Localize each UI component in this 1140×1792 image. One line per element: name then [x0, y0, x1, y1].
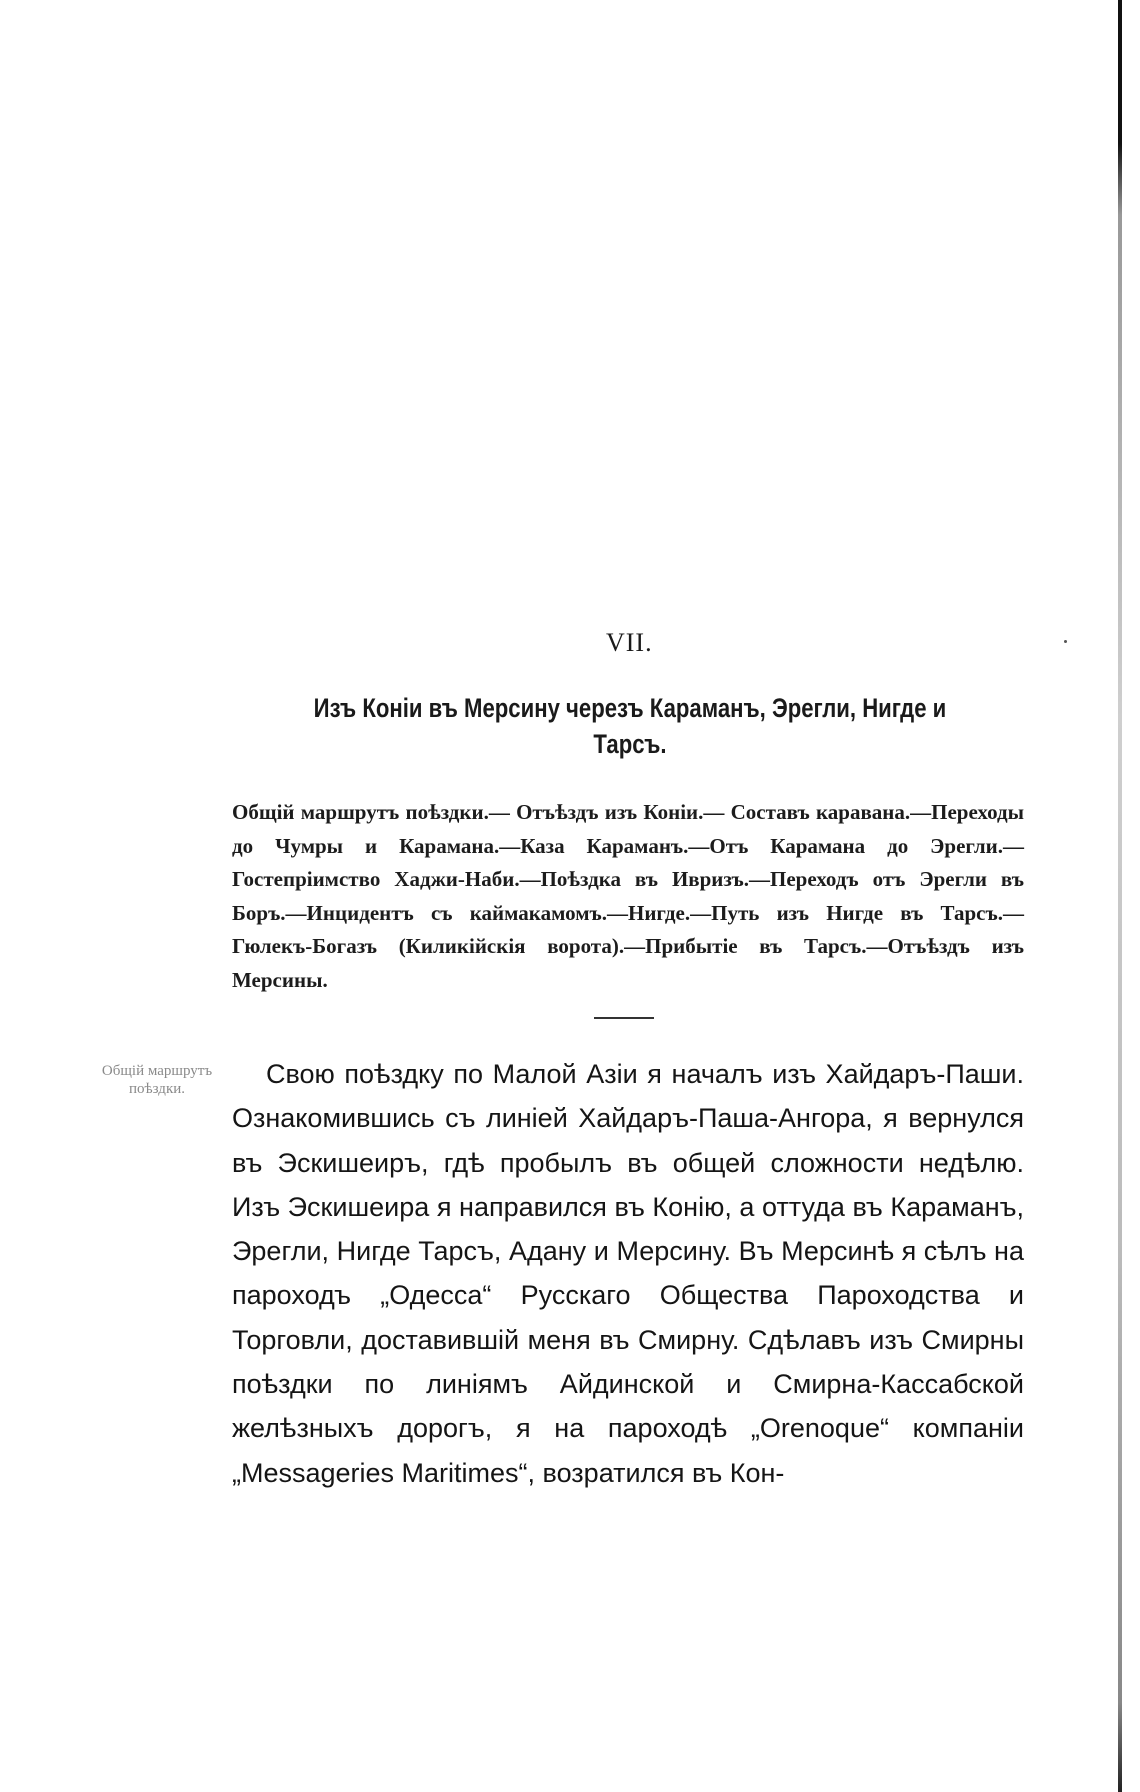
- margin-note: Общій маршрутъ поѣздки.: [101, 1063, 213, 1097]
- ink-speck: [1064, 640, 1067, 643]
- chapter-summary: Общій маршрутъ поѣздки.— Отъѣздъ изъ Коніи.— Составъ каравана.—Переходы до Чумры и Карамана.—Каза Караманъ.—Отъ Карамана до Эрегли.—Гостепріимство Хаджи-Наби.—Поѣздка въ Ивризъ.—Переходъ отъ Эрегли въ Боръ.—Инцидентъ съ каймакамомъ.—Нигде.—Путь изъ Нигде въ Тарсъ.—Гюлекъ-Богазъ (Киликійскія ворота).—Прибытіе въ Тарсъ.—Отъѣздъ изъ Мерсины.: [232, 800, 1024, 992]
- section-divider: [594, 1017, 654, 1019]
- body-paragraph: Свою поѣздку по Малой Азіи я началъ изъ Хайдаръ-Паши. Ознакомившись съ линіей Хайдаръ-Паша-Ангора, я вернулся въ Эскишеиръ, гдѣ пробылъ въ общей сложности недѣлю. Изъ Эскишеира я направился въ Конію, а оттуда въ Караманъ, Эрегли, Нигде Тарсъ, Адану и Мерсину. Въ Мерсинѣ я сѣлъ на пароходъ „Одесса“ Русскаго Общества Пароходства и Торговли, доставившій меня въ Смирну. Сдѣлавъ изъ Смирны поѣздки по линіямъ Айдинской и Смирна-Кассабской желѣзныхъ дорогъ, я на пароходѣ „Orenoque“ компаніи „Messageries Maritimes“, возратился въ Кон-: [232, 1059, 1024, 1488]
- page-edge-line: [1118, 0, 1122, 1792]
- chapter-title: Изъ Коніи въ Мерсину черезъ Караманъ, Эрегли, Нигде и Тарсъ.: [313, 693, 947, 759]
- chapter-number: VII.: [606, 628, 653, 657]
